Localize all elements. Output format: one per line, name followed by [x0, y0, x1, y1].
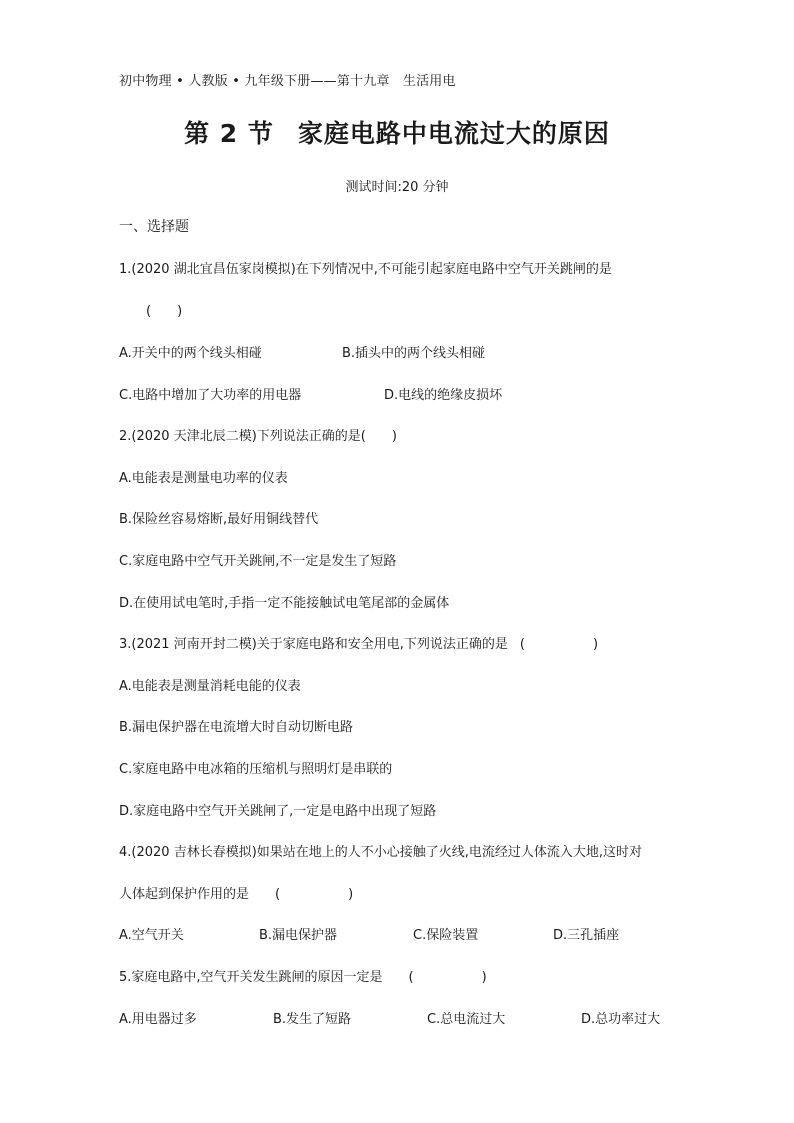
question-4-option-c: C.保险装置	[413, 928, 479, 943]
question-4-stem: 4.(2020 吉林长春模拟)如果站在地上的人不小心接触了火线,电流经过人体流入大地,这时对	[119, 845, 643, 860]
question-1-option-d: D.电线的绝缘皮损坏	[384, 388, 503, 403]
question-5-option-d: D.总功率过大	[581, 1012, 661, 1027]
question-5-option-a: A.用电器过多	[119, 1012, 197, 1027]
question-3-option-b: B.漏电保护器在电流增大时自动切断电路	[119, 720, 354, 735]
question-4-bracket: ( )	[275, 887, 368, 902]
section-number: 第 2 节	[184, 119, 274, 148]
section-heading: 一、选择题	[119, 219, 189, 235]
question-4-stem-line2	[119, 883, 367, 902]
question-3-bracket: ( )	[519, 637, 613, 652]
question-3-stem: 3.(2021 河南开封二模)关于家庭电路和安全用电,下列说法正确的是	[119, 637, 508, 652]
section-title: 家庭电路中电流过大的原因	[297, 119, 610, 148]
test-time: 测试时间:20 分钟	[345, 180, 449, 195]
question-5-stem-line	[119, 966, 501, 985]
question-3-option-a: A.电能表是测量消耗电能的仪表	[119, 679, 301, 694]
question-2-option-d: D.在使用试电笔时,手指一定不能接触试电笔尾部的金属体	[119, 596, 450, 611]
question-1-stem: 1.(2020 湖北宜昌伍家岗模拟)在下列情况中,不可能引起家庭电路中空气开关跳闸的是	[119, 262, 612, 277]
question-4-option-d: D.三孔插座	[553, 928, 620, 943]
question-1-bracket: ( )	[146, 304, 183, 319]
breadcrumb: 初中物理 • 人教版 • 九年级下册——第十九章 生活用电	[119, 74, 456, 89]
question-4-option-b: B.漏电保护器	[259, 928, 338, 943]
question-3-option-c: C.家庭电路中电冰箱的压缩机与照明灯是串联的	[119, 762, 393, 777]
question-5-option-b: B.发生了短路	[273, 1012, 352, 1027]
question-2-option-b: B.保险丝容易熔断,最好用铜线替代	[119, 512, 319, 527]
question-1-option-c: C.电路中增加了大功率的用电器	[119, 388, 302, 403]
question-2-stem: 2.(2020 天津北辰二模)下列说法正确的是( )	[119, 429, 397, 444]
question-4-option-a: A.空气开关	[119, 928, 184, 943]
question-3-stem-line	[119, 633, 612, 652]
page-title	[0, 114, 794, 150]
question-2-option-c: C.家庭电路中空气开关跳闸,不一定是发生了短路	[119, 554, 397, 569]
question-1-option-b: B.插头中的两个线头相碰	[342, 346, 486, 361]
question-2-option-a: A.电能表是测量电功率的仪表	[119, 471, 288, 486]
question-5-option-c: C.总电流过大	[427, 1012, 506, 1027]
question-1-option-a: A.开关中的两个线头相碰	[119, 346, 262, 361]
question-5-stem: 5.家庭电路中,空气开关发生跳闸的原因一定是	[119, 970, 383, 985]
question-4-stem-cont: 人体起到保护作用的是	[119, 887, 250, 902]
question-5-bracket: ( )	[408, 970, 501, 985]
question-3-option-d: D.家庭电路中空气开关跳闸了,一定是电路中出现了短路	[119, 804, 437, 819]
